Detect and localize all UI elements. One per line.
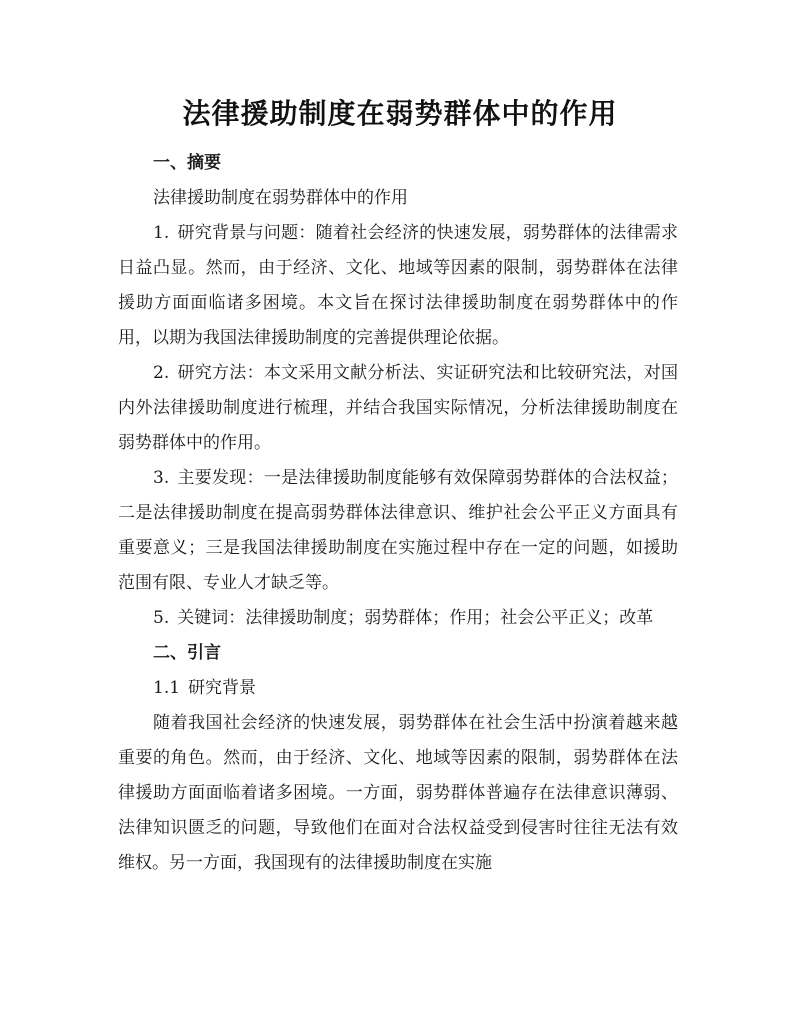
section-heading-introduction: 二、引言 bbox=[153, 643, 221, 663]
item-text: 关键词：法律援助制度；弱势群体；作用；社会公平正义；改革 bbox=[177, 608, 654, 628]
introduction-paragraph: 随着我国社会经济的快速发展，弱势群体在社会生活中扮演着越来越重要的角色。然而，由于经济、文化、地域等因素的限制，弱势群体在法律援助方面面临着诸多困境。一方面，弱势群体普遍存在法律意识薄弱、法律知识匮乏的问题，导致他们在面对合法权益受到侵害时往往无法有效维权。另一方面，我国现有的法律援助制度在实施 bbox=[118, 713, 678, 873]
section-heading-abstract: 一、摘要 bbox=[153, 153, 221, 173]
abstract-subtitle: 法律援助制度在弱势群体中的作用 bbox=[153, 188, 408, 208]
item-number: 3. bbox=[153, 468, 170, 488]
document-body bbox=[118, 146, 678, 881]
item-text: 主要发现：一是法律援助制度能够有效保障弱势群体的合法权益；二是法律援助制度在提高弱势群体法律意识、维护社会公平正义方面具有重要意义；三是我国法律援助制度在实施过程中存在一定的问题，如援助范围有限、专业人才缺乏等。 bbox=[118, 468, 678, 593]
item-number: 5. bbox=[153, 608, 170, 628]
item-number: 2. bbox=[153, 363, 170, 383]
subsection-number: 1.1 bbox=[153, 678, 181, 698]
abstract-item-method bbox=[118, 356, 678, 461]
abstract-item-findings bbox=[118, 461, 678, 601]
item-text: 研究背景与问题：随着社会经济的快速发展，弱势群体的法律需求日益凸显。然而，由于经济、文化、地域等因素的限制，弱势群体在法律援助方面面临诸多困境。本文旨在探讨法律援助制度在弱势群体中的作用，以期为我国法律援助制度的完善提供理论依据。 bbox=[118, 223, 678, 348]
subsection-text: 研究背景 bbox=[188, 678, 257, 698]
abstract-item-keywords bbox=[118, 601, 678, 636]
document-title: 法律援助制度在弱势群体中的作用 bbox=[182, 97, 618, 130]
abstract-item-background bbox=[118, 216, 678, 356]
item-number: 1. bbox=[153, 223, 170, 243]
subsection-heading-background bbox=[118, 671, 678, 706]
item-text: 研究方法：本文采用文献分析法、实证研究法和比较研究法，对国内外法律援助制度进行梳理，并结合我国实际情况，分析法律援助制度在弱势群体中的作用。 bbox=[118, 363, 678, 453]
